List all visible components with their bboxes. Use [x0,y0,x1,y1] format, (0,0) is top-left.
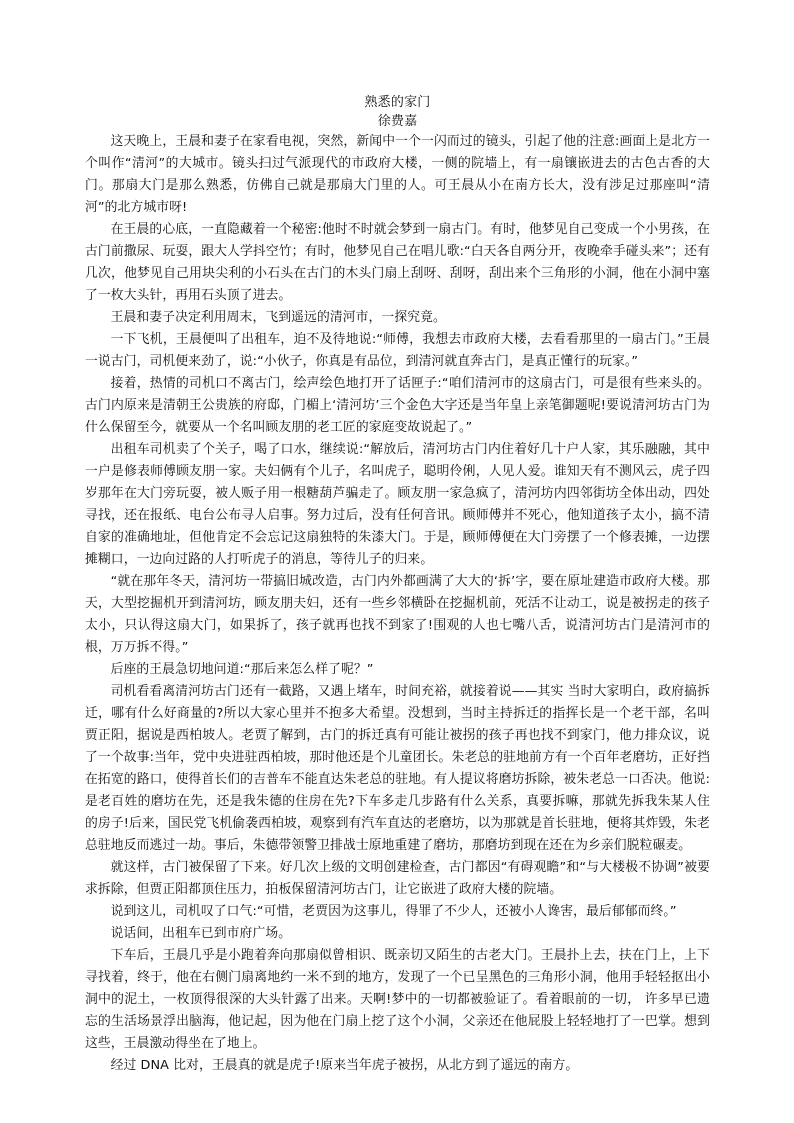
paragraph: 说到这儿，司机叹了口气:“可惜，老贾因为这事儿，得罪了不少人，还被小人谗害，最后郁郁而终。” [110,904,677,919]
paragraph: 这天晚上，王晨和妻子在家看电视，突然，新闻中一个一闪而过的镜头，引起了他的注意:画面上是北方一个叫作“清河”的大城市。镜头扫过气派现代的市政府大楼，一侧的院墙上，有一扇镶嵌进去的古色古香的大门。那扇大门是那么熟悉，仿佛自己就是那扇大门里的人。可王晨从小在南方长大，没有涉足过那座叫“清河”的北方城市呀! [85,134,710,215]
paragraph: 在王晨的心底，一直隐藏着一个秘密:他时不时就会梦到一扇古门。有时，他梦见自己变成一个小男孩，在古门前撒尿、玩耍，跟大人学抖空竹；有时，他梦见自己在唱儿歌:“白天各自两分开，夜晚牵手碰头来”；还有几次，他梦见自己用块尖利的小石头在古门的木头门扇上刮呀、刮呀，刮出来个三角形的小洞，他在小洞中塞了一枚大头针，再用石头顶了进去。 [85,222,710,303]
paragraph: 王晨和妻子决定利用周末，飞到遥远的清河市，一探究竟。 [110,310,446,325]
paragraph: 司机看看离清河坊古门还有一截路，又遇上堵车，时间充裕，就接着说——其实 当时大家明白，政府搞拆迁，哪有什么好商量的?所以大家心里并不抱多大希望。没想到，当时主持拆迁的指挥长是一个老干部，名叫贾正阳，据说是西柏坡人。老贾了解到，古门的拆迁真有可能让被拐的孩子再也找不到家门，他力排众议，说了一个故事:当年，党中央进驻西柏坡，那时他还是个儿童团长。朱老总的驻地前方有一个百年老磨坊，正好挡在拓宽的路口，使得首长们的吉普车不能直达朱老总的驻地。有人提议将磨坊拆除，被朱老总一口否决。他说:是老百姓的磨坊在先，还是我朱德的住房在先?下车多走几步路有什么关系，真要拆嘛，那就先拆我朱某人住的房子!后来，国民党飞机偷袭西柏坡，观察到有汽车直达的老磨坊，以为那就是首长驻地，便将其炸毁，朱老总驻地反而逃过一劫。事后，朱德带领警卫排战士原地重建了磨坊，那磨坊到现在还在为乡亲们脱粒碾麦。 [85,684,710,853]
article-author: 徐费嘉 [377,114,418,129]
paragraph: 就这样，古门被保留了下来。好几次上级的文明创建检查，古门都因“有碍观瞻”和“与大楼极不协调”被要求拆除，但贾正阳都顶住压力，拍板保留清河坊古门，让它嵌进了政府大楼的院墙。 [85,860,710,897]
article-title: 熟悉的家门 [364,95,431,110]
paragraph: 接着，热情的司机口不离古门，绘声绘色地打开了话匣子:“咱们清河市的这扇古门，可是很有些来头的。古门内原来是清朝王公贵族的府邸，门楣上‘清河坊’三个金色大字还是当年皇上亲笔御题呢!要说清河坊古门为什么保留至今，就要从一个名叫顾友朋的老工匠的家庭变故说起了。” [85,376,710,435]
paragraph: 经过 DNA 比对，王晨真的就是虎子!原来当年虎子被拐，从北方到了遥远的南方。 [110,1058,579,1073]
paragraph: 说话间，出租车已到市府广场。 [110,926,292,941]
article [85,93,710,1077]
paragraph: 出租车司机卖了个关子，喝了口水，继续说:“解放后，清河坊古门内住着好几十户人家，其乐融融，其中一户是修表师傅顾友朋一家。夫妇俩有个儿子，名叫虎子，聪明伶俐，人见人爱。谁知天有不测风云，虎子四岁那年在大门旁玩耍，被人贩子用一根糖葫芦骗走了。顾友朋一家急疯了，清河坊内四邻街坊全体出动，四处寻找，还在报纸、电台公布寻人启事。努力过后，没有任何音讯。顾师傅并不死心，他知道孩子太小，搞不清自家的准确地址，但他肯定不会忘记这扇独特的朱漆大门。于是，顾师傅便在大门旁摆了一个修表摊，一边摆摊糊口，一边向过路的人打听虎子的消息，等待儿子的归来。 [85,442,710,567]
paragraph: 一下飞机，王晨便叫了出租车，迫不及待地说:“师傅，我想去市政府大楼，去看看那里的一扇古门。”王晨一说古门，司机便来劲了，说:“小伙子，你真是有品位，到清河就直奔古门，是真正懂行的玩家。” [85,332,710,369]
paragraph: “就在那年冬天，清河坊一带搞旧城改造，古门内外都画满了大大的‘拆’字，要在原址建造市政府大楼。那天，大型挖掘机开到清河坊，顾友朋夫妇，还有一些乡邻横卧在挖掘机前，死活不让动工，说是被拐走的孩子太小，只认得这扇大门，如果拆了，孩子就再也找不到家了!围观的人也七嘴八舌，说清河坊古门是清河市的根，万万拆不得。” [85,574,710,655]
paragraph: 下车后，王晨几乎是小跑着奔向那扇似曾相识、既亲切又陌生的古老大门。王晨扑上去，扶在门上，上下寻找着，终于，他在右侧门扇离地约一米不到的地方，发现了一个已呈黑色的三角形小洞，他用手轻轻抠出小洞中的泥土，一枚顶得很深的大头针露了出来。天啊!梦中的一切都被验证了。看着眼前的一切， 许多早已遗忘的生活场景浮出脑海，他记起，因为他在门扇上挖了这个小洞，父亲还在他屁股上轻轻地打了一巴掌。想到这些，王晨激动得坐在了地上。 [85,948,710,1051]
paragraph: 后座的王晨急切地问道:“那后来怎么样了呢？” [110,662,374,677]
